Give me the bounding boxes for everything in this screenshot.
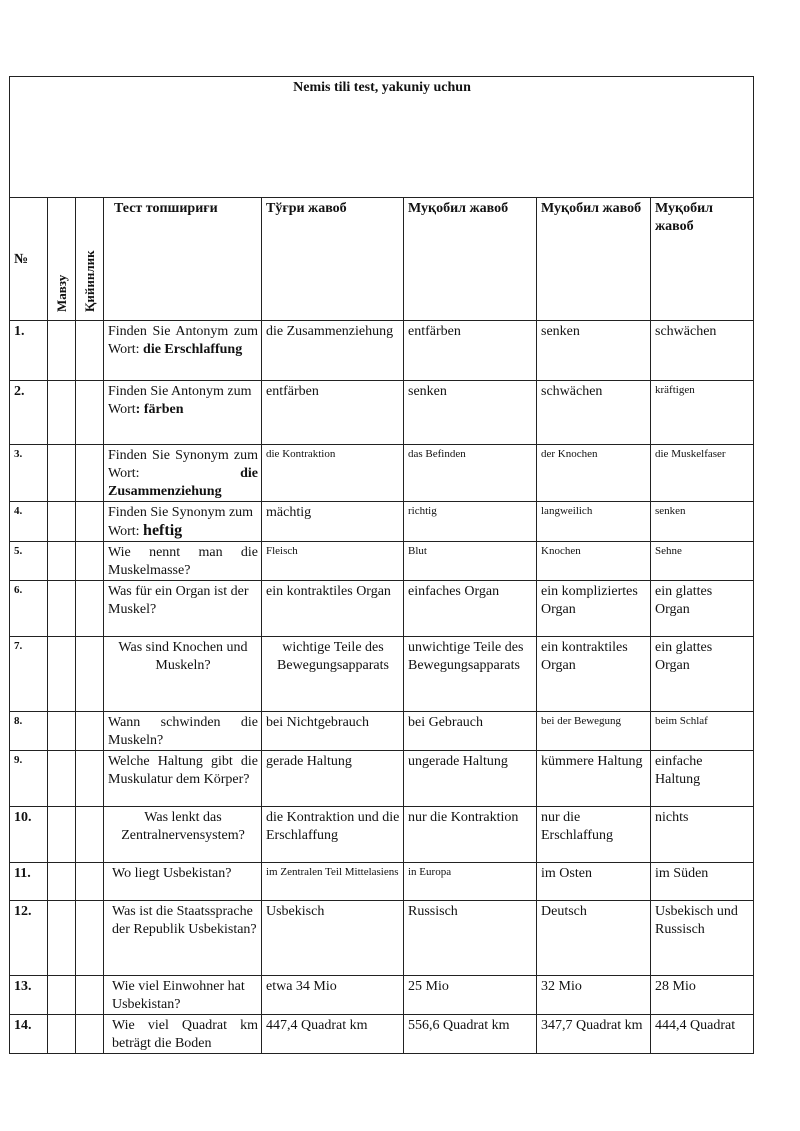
alt-answer: Deutsch xyxy=(537,901,651,976)
alt-answer: 25 Mio xyxy=(404,976,537,1015)
header-row xyxy=(10,198,754,321)
header-difficulty: Қийинлик xyxy=(76,198,104,321)
alt-answer: richtig xyxy=(404,502,537,542)
correct-answer: im Zentralen Teil Mittelasiens xyxy=(262,863,404,901)
row-number: 9. xyxy=(10,751,48,807)
alt-answer: der Knochen xyxy=(537,445,651,502)
alt-answer: kümmere Haltung xyxy=(537,751,651,807)
row-number: 5. xyxy=(10,542,48,581)
alt-answer: schwächen xyxy=(651,321,754,381)
row-number: 4. xyxy=(10,502,48,542)
header-topic: Мавзу xyxy=(48,198,76,321)
task-text: Was für ein Organ ist der Muskel? xyxy=(104,581,262,637)
task-text: Wo liegt Usbekistan? xyxy=(104,863,262,901)
alt-answer: in Europa xyxy=(404,863,537,901)
correct-answer: bei Nichtgebrauch xyxy=(262,712,404,751)
correct-answer: etwa 34 Mio xyxy=(262,976,404,1015)
alt-answer: unwichtige Teile des Bewegungsapparats xyxy=(404,637,537,712)
task-text: Wie viel Einwohner hat Usbekistan? xyxy=(104,976,262,1015)
correct-answer: mächtig xyxy=(262,502,404,542)
correct-answer: ein kontraktiles Organ xyxy=(262,581,404,637)
correct-answer: 447,4 Quadrat km xyxy=(262,1015,404,1054)
alt-answer: 556,6 Quadrat km xyxy=(404,1015,537,1054)
correct-answer: gerade Haltung xyxy=(262,751,404,807)
header-number: № xyxy=(10,198,48,321)
alt-answer: schwächen xyxy=(537,381,651,445)
alt-answer: im Süden xyxy=(651,863,754,901)
alt-answer: im Osten xyxy=(537,863,651,901)
correct-answer: wichtige Teile des Bewegungsapparats xyxy=(262,637,404,712)
alt-answer: Russisch xyxy=(404,901,537,976)
header-correct-answer: Тўғри жавоб xyxy=(262,198,404,321)
row-number: 2. xyxy=(10,381,48,445)
task-text: Wann schwinden die Muskeln? xyxy=(104,712,262,751)
alt-answer: 347,7 Quadrat km xyxy=(537,1015,651,1054)
header-alt-answer-2: Муқобил жавоб xyxy=(537,198,651,321)
row-number: 13. xyxy=(10,976,48,1015)
alt-answer: ein glattes Organ xyxy=(651,581,754,637)
row-number: 11. xyxy=(10,863,48,901)
alt-answer: ein glattes Organ xyxy=(651,637,754,712)
alt-answer: entfärben xyxy=(404,321,537,381)
table-title: Nemis tili test, yakuniy uchun xyxy=(10,77,754,198)
task-text: Was sind Knochen und Muskeln? xyxy=(104,637,262,712)
table-row xyxy=(10,976,754,1015)
row-number: 7. xyxy=(10,637,48,712)
correct-answer: die Kontraktion xyxy=(262,445,404,502)
table-row xyxy=(10,901,754,976)
alt-answer: Knochen xyxy=(537,542,651,581)
correct-answer: entfärben xyxy=(262,381,404,445)
alt-answer: einfaches Organ xyxy=(404,581,537,637)
task-text: Finden Sie Synonym zum Wort: die Zusammenziehung xyxy=(104,445,262,502)
alt-answer: Sehne xyxy=(651,542,754,581)
correct-answer: die Zusammenziehung xyxy=(262,321,404,381)
alt-answer: nichts xyxy=(651,807,754,863)
row-number: 12. xyxy=(10,901,48,976)
task-text: Was lenkt das Zentralnervensystem? xyxy=(104,807,262,863)
row-number: 8. xyxy=(10,712,48,751)
alt-answer: das Befinden xyxy=(404,445,537,502)
correct-answer: Fleisch xyxy=(262,542,404,581)
table-row xyxy=(10,751,754,807)
table-row xyxy=(10,807,754,863)
task-text: Was ist die Staatssprache der Republik Usbekistan? xyxy=(104,901,262,976)
table-row xyxy=(10,1015,754,1054)
task-text: Welche Haltung gibt die Muskulatur dem Körper? xyxy=(104,751,262,807)
table-row xyxy=(10,542,754,581)
alt-answer: senken xyxy=(537,321,651,381)
task-text: Finden Sie Antonym zum Wort: färben xyxy=(104,381,262,445)
table-row xyxy=(10,321,754,381)
alt-answer: ein kontraktiles Organ xyxy=(537,637,651,712)
header-task: Тест топшириғи xyxy=(104,198,262,321)
alt-answer: einfache Haltung xyxy=(651,751,754,807)
alt-answer: kräftigen xyxy=(651,381,754,445)
alt-answer: ein kompliziertes Organ xyxy=(537,581,651,637)
row-number: 3. xyxy=(10,445,48,502)
table-row xyxy=(10,581,754,637)
row-number: 14. xyxy=(10,1015,48,1054)
task-text: Finden Sie Synonym zum Wort: heftig xyxy=(104,502,262,542)
alt-answer: ungerade Haltung xyxy=(404,751,537,807)
alt-answer: senken xyxy=(404,381,537,445)
alt-answer: 32 Mio xyxy=(537,976,651,1015)
task-text: Wie nennt man die Muskelmasse? xyxy=(104,542,262,581)
alt-answer: langweilich xyxy=(537,502,651,542)
alt-answer: 28 Mio xyxy=(651,976,754,1015)
correct-answer: die Kontraktion und die Erschlaffung xyxy=(262,807,404,863)
alt-answer: nur die Kontraktion xyxy=(404,807,537,863)
header-alt-answer-3: Муқобил жавоб xyxy=(651,198,754,321)
task-text: Wie viel Quadrat km beträgt die Boden xyxy=(104,1015,262,1054)
row-number: 1. xyxy=(10,321,48,381)
alt-answer: bei der Bewegung xyxy=(537,712,651,751)
alt-answer: bei Gebrauch xyxy=(404,712,537,751)
task-text: Finden Sie Antonym zum Wort: die Erschlaffung xyxy=(104,321,262,381)
alt-answer: nur die Erschlaffung xyxy=(537,807,651,863)
header-alt-answer-1: Муқобил жавоб xyxy=(404,198,537,321)
alt-answer: die Muskelfaser xyxy=(651,445,754,502)
table-row xyxy=(10,381,754,445)
alt-answer: senken xyxy=(651,502,754,542)
row-number: 10. xyxy=(10,807,48,863)
correct-answer: Usbekisch xyxy=(262,901,404,976)
alt-answer: beim Schlaf xyxy=(651,712,754,751)
test-table xyxy=(9,76,754,1054)
table-row xyxy=(10,502,754,542)
table-row xyxy=(10,712,754,751)
document-page xyxy=(9,76,753,1054)
table-row xyxy=(10,637,754,712)
table-row xyxy=(10,863,754,901)
alt-answer: Usbekisch und Russisch xyxy=(651,901,754,976)
alt-answer: 444,4 Quadrat xyxy=(651,1015,754,1054)
alt-answer: Blut xyxy=(404,542,537,581)
row-number: 6. xyxy=(10,581,48,637)
table-row xyxy=(10,445,754,502)
